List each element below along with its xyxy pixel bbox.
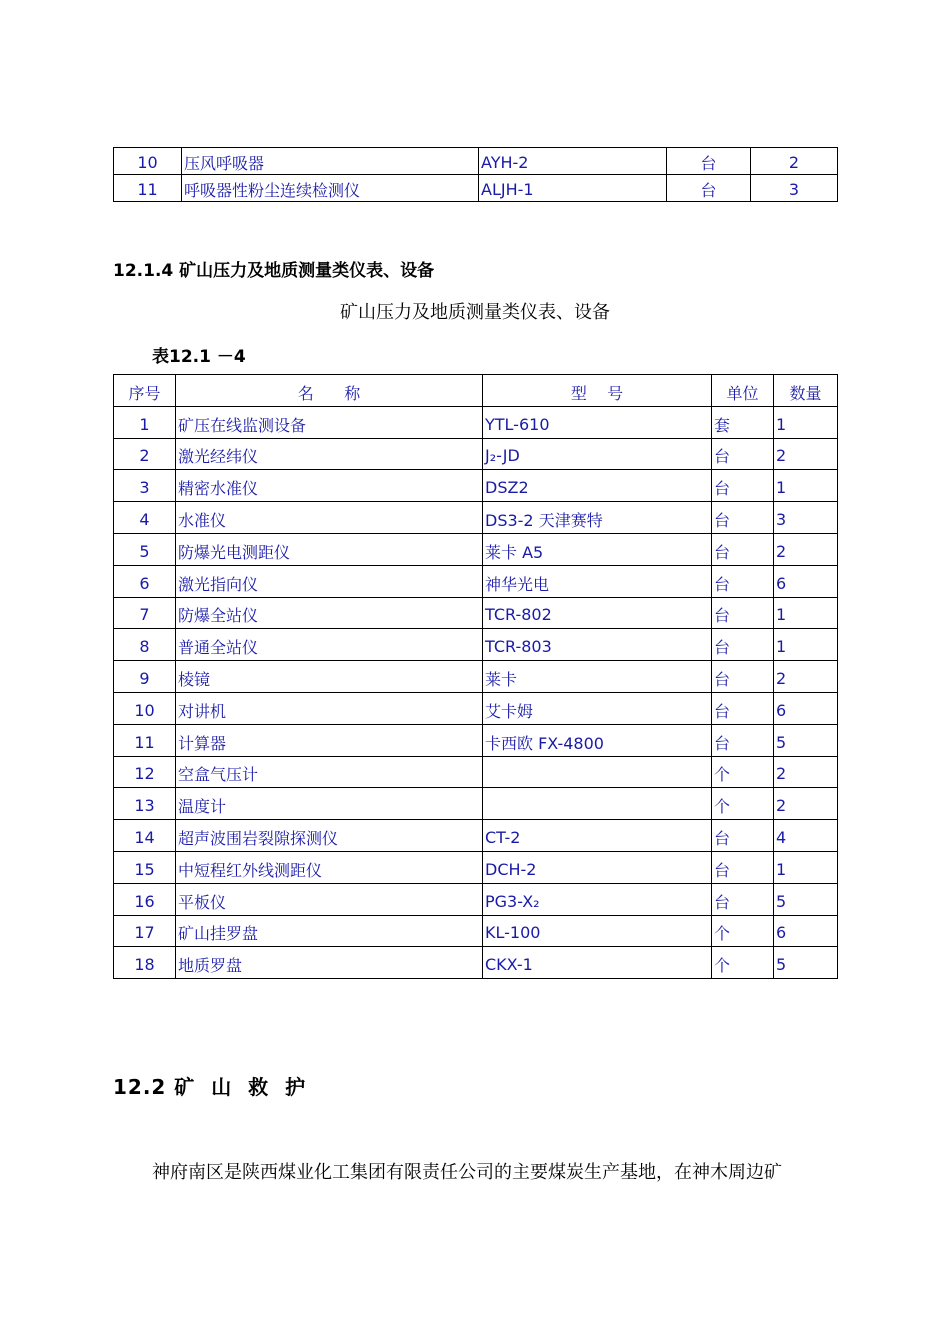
- cell-name: 空盒气压计: [176, 756, 483, 788]
- cell-name: 计算器: [176, 724, 483, 756]
- cell-qty: 1: [774, 629, 838, 661]
- cell-name: 平板仪: [176, 883, 483, 915]
- cell-qty: 6: [774, 915, 838, 947]
- cell-model: 莱卡 A5: [483, 533, 712, 565]
- cell-name: 地质罗盘: [176, 947, 483, 979]
- cell-model: [483, 788, 712, 820]
- cell-model: 卡西欧 FX-4800: [483, 724, 712, 756]
- cell-name: 激光经纬仪: [176, 438, 483, 470]
- cell-unit: 套: [712, 406, 774, 438]
- table-caption: 矿山压力及地质测量类仪表、设备: [340, 302, 610, 323]
- cell-name: 激光指向仪: [176, 565, 483, 597]
- cell-no: 12: [114, 756, 176, 788]
- cell-no: 11: [114, 175, 182, 202]
- cell-unit: 台: [712, 820, 774, 852]
- table-row: [114, 597, 838, 629]
- cell-qty: 3: [751, 175, 838, 202]
- cell-model: KL-100: [483, 915, 712, 947]
- cell-qty: 2: [774, 756, 838, 788]
- cell-no: 6: [114, 565, 176, 597]
- cell-qty: 6: [774, 692, 838, 724]
- cell-name: 呼吸器性粉尘连续检测仪: [182, 175, 479, 202]
- table-header-row: [114, 375, 838, 407]
- cell-no: 7: [114, 597, 176, 629]
- cell-no: 4: [114, 502, 176, 534]
- cell-unit: 个: [712, 788, 774, 820]
- cell-unit: 个: [712, 947, 774, 979]
- cell-qty: 5: [774, 947, 838, 979]
- cell-name: 超声波围岩裂隙探测仪: [176, 820, 483, 852]
- cell-unit: 台: [712, 597, 774, 629]
- cell-qty: 2: [774, 438, 838, 470]
- cell-qty: 3: [774, 502, 838, 534]
- cell-unit: 台: [667, 148, 751, 175]
- table-row: [114, 788, 838, 820]
- cell-name: 精密水准仪: [176, 470, 483, 502]
- header-model: 型 号: [483, 375, 712, 407]
- cell-unit: 台: [712, 565, 774, 597]
- table-row: [114, 915, 838, 947]
- cell-name: 普通全站仪: [176, 629, 483, 661]
- table-number: 表12.1 －4: [152, 347, 246, 367]
- cell-no: 10: [114, 148, 182, 175]
- cell-model: ALJH-1: [479, 175, 667, 202]
- cell-no: 15: [114, 851, 176, 883]
- cell-no: 1: [114, 406, 176, 438]
- header-unit: 单位: [712, 375, 774, 407]
- cell-name: 防爆全站仪: [176, 597, 483, 629]
- equipment-table-continued: [113, 147, 838, 202]
- cell-unit: 台: [712, 629, 774, 661]
- cell-no: 17: [114, 915, 176, 947]
- table-row: [114, 406, 838, 438]
- table-row: [114, 629, 838, 661]
- cell-no: 14: [114, 820, 176, 852]
- cell-qty: 5: [774, 883, 838, 915]
- cell-unit: 台: [712, 692, 774, 724]
- cell-name: 矿山挂罗盘: [176, 915, 483, 947]
- cell-name: 棱镜: [176, 661, 483, 693]
- cell-model: TCR-803: [483, 629, 712, 661]
- table-row: [114, 470, 838, 502]
- cell-qty: 2: [774, 661, 838, 693]
- instrument-table: [113, 374, 838, 979]
- cell-no: 8: [114, 629, 176, 661]
- cell-unit: 台: [667, 175, 751, 202]
- cell-unit: 个: [712, 756, 774, 788]
- cell-name: 压风呼吸器: [182, 148, 479, 175]
- cell-unit: 台: [712, 883, 774, 915]
- cell-qty: 1: [774, 406, 838, 438]
- cell-qty: 1: [774, 597, 838, 629]
- cell-name: 对讲机: [176, 692, 483, 724]
- cell-qty: 5: [774, 724, 838, 756]
- table-row: [114, 883, 838, 915]
- header-qty: 数量: [774, 375, 838, 407]
- cell-unit: 个: [712, 915, 774, 947]
- header-no: 序号: [114, 375, 176, 407]
- cell-model: YTL-610: [483, 406, 712, 438]
- cell-model: PG3-X₂: [483, 883, 712, 915]
- cell-name: 温度计: [176, 788, 483, 820]
- cell-model: DSZ2: [483, 470, 712, 502]
- cell-model: DS3-2 天津赛特: [483, 502, 712, 534]
- cell-qty: 2: [774, 788, 838, 820]
- table-row: [114, 820, 838, 852]
- table-row: [114, 175, 838, 202]
- cell-unit: 台: [712, 724, 774, 756]
- cell-no: 13: [114, 788, 176, 820]
- cell-model: AYH-2: [479, 148, 667, 175]
- cell-model: CT-2: [483, 820, 712, 852]
- cell-qty: 1: [774, 851, 838, 883]
- table-row: [114, 502, 838, 534]
- cell-qty: 4: [774, 820, 838, 852]
- cell-unit: 台: [712, 502, 774, 534]
- cell-unit: 台: [712, 438, 774, 470]
- cell-unit: 台: [712, 470, 774, 502]
- cell-model: 艾卡姆: [483, 692, 712, 724]
- table-row: [114, 851, 838, 883]
- table-row: [114, 148, 838, 175]
- cell-no: 9: [114, 661, 176, 693]
- cell-name: 中短程红外线测距仪: [176, 851, 483, 883]
- table-row: [114, 533, 838, 565]
- cell-unit: 台: [712, 661, 774, 693]
- table-row: [114, 565, 838, 597]
- cell-name: 防爆光电测距仪: [176, 533, 483, 565]
- cell-unit: 台: [712, 851, 774, 883]
- subsection-heading: 12.1.4 矿山压力及地质测量类仪表、设备: [113, 261, 435, 281]
- cell-model: CKX-1: [483, 947, 712, 979]
- table-row: [114, 661, 838, 693]
- cell-model: DCH-2: [483, 851, 712, 883]
- cell-qty: 6: [774, 565, 838, 597]
- cell-qty: 2: [751, 148, 838, 175]
- header-name: 名 称: [176, 375, 483, 407]
- body-paragraph: 神府南区是陕西煤业化工集团有限责任公司的主要煤炭生产基地，在神木周边矿: [152, 1162, 782, 1183]
- cell-qty: 1: [774, 470, 838, 502]
- cell-no: 10: [114, 692, 176, 724]
- cell-no: 11: [114, 724, 176, 756]
- table-row: [114, 438, 838, 470]
- cell-name: 水准仪: [176, 502, 483, 534]
- cell-no: 5: [114, 533, 176, 565]
- cell-model: 莱卡: [483, 661, 712, 693]
- table-row: [114, 947, 838, 979]
- table-row: [114, 724, 838, 756]
- cell-no: 16: [114, 883, 176, 915]
- cell-model: 神华光电: [483, 565, 712, 597]
- section-heading: 12.2 矿 山 救 护: [113, 1075, 307, 1099]
- cell-model: J₂-JD: [483, 438, 712, 470]
- cell-no: 3: [114, 470, 176, 502]
- cell-model: [483, 756, 712, 788]
- cell-unit: 台: [712, 533, 774, 565]
- table-row: [114, 692, 838, 724]
- cell-qty: 2: [774, 533, 838, 565]
- cell-name: 矿压在线监测设备: [176, 406, 483, 438]
- table-row: [114, 756, 838, 788]
- cell-no: 18: [114, 947, 176, 979]
- cell-model: TCR-802: [483, 597, 712, 629]
- cell-no: 2: [114, 438, 176, 470]
